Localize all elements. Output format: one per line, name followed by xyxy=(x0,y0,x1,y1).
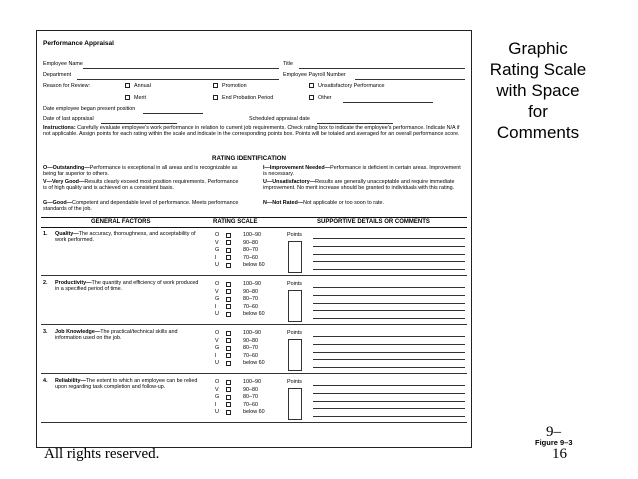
form-title: Performance Appraisal xyxy=(43,40,114,47)
comment-line[interactable] xyxy=(313,287,465,288)
reason-unsatisfactory[interactable]: Unsatisfactory Performance xyxy=(309,83,385,89)
comment-line[interactable] xyxy=(313,295,465,296)
rating-checkbox[interactable] xyxy=(226,255,231,260)
comment-line[interactable] xyxy=(313,352,465,353)
reason-annual[interactable]: Annual xyxy=(125,83,151,89)
title-label: Title xyxy=(283,61,293,67)
rating-checkbox[interactable] xyxy=(226,240,231,245)
rights-text: All rights reserved. xyxy=(44,446,160,462)
slide-title: Graphic Rating Scale with Space for Comments xyxy=(489,39,587,142)
comment-line[interactable] xyxy=(313,385,465,386)
comment-line[interactable] xyxy=(313,261,465,262)
checkbox[interactable] xyxy=(309,95,314,100)
comment-line[interactable] xyxy=(313,254,465,255)
rating-checkbox[interactable] xyxy=(226,402,231,407)
def-improvement: I—Improvement Needed—Performance is deficient in certain areas. Improvement is necessary. xyxy=(263,165,461,178)
reason-other[interactable]: Other xyxy=(309,95,331,101)
date-began-field[interactable] xyxy=(143,113,203,114)
comment-line[interactable] xyxy=(313,238,465,239)
factor-number: 1. xyxy=(43,231,48,237)
rating-checkbox[interactable] xyxy=(226,282,231,287)
date-last-label: Date of last appraisal xyxy=(43,116,94,122)
rating-checkbox[interactable] xyxy=(226,331,231,336)
figure-caption: Figure 9–3 xyxy=(535,438,573,447)
rating-checkbox[interactable] xyxy=(226,233,231,238)
def-outstanding: O—Outstanding—Performance is exceptional in all areas and is recognizable as being far superior to others. xyxy=(43,165,238,178)
comment-line[interactable] xyxy=(313,367,465,368)
rating-checkbox[interactable] xyxy=(226,353,231,358)
divider xyxy=(41,275,467,276)
factor-description: Job Knowledge—The practical/technical skills and information used on the job. xyxy=(55,329,178,342)
points-box[interactable] xyxy=(288,388,302,420)
divider xyxy=(41,227,467,228)
comment-line[interactable] xyxy=(313,393,465,394)
comment-line[interactable] xyxy=(313,310,465,311)
points-label: Points xyxy=(287,281,302,287)
reason-end-probation[interactable]: End Probation Period xyxy=(213,95,273,101)
rating-checkbox[interactable] xyxy=(226,304,231,309)
reason-merit[interactable]: Merit xyxy=(125,95,146,101)
points-box[interactable] xyxy=(288,339,302,371)
def-good: G—Good—Competent and dependable level of performance. Meets performance standards of the job. xyxy=(43,200,239,213)
employee-name-label: Employee Name xyxy=(43,61,83,67)
col-supportive-details: SUPPORTIVE DETAILS OR COMMENTS xyxy=(317,219,430,225)
rating-checkbox[interactable] xyxy=(226,312,231,317)
comment-line[interactable] xyxy=(313,269,465,270)
def-not-rated: N—Not Rated—Not applicable or too soon to rate. xyxy=(263,200,385,206)
factor-description: Productivity—The quantity and efficiency of work produced in a specified period of time. xyxy=(55,280,199,293)
reason-promotion[interactable]: Promotion xyxy=(213,83,247,89)
checkbox[interactable] xyxy=(213,83,218,88)
points-label: Points xyxy=(287,232,302,238)
factor-description: Quality—The accuracy, thoroughness, and acceptability of work performed. xyxy=(55,231,196,244)
checkbox[interactable] xyxy=(213,95,218,100)
factor-number: 4. xyxy=(43,378,48,384)
rating-checkbox[interactable] xyxy=(226,297,231,302)
comment-line[interactable] xyxy=(313,344,465,345)
factor-description: Reliability—The extent to which an employee can be relied upon regarding task completion and follow-up. xyxy=(55,378,198,391)
points-label: Points xyxy=(287,330,302,336)
rating-checkbox[interactable] xyxy=(226,346,231,351)
page-number: 16 xyxy=(552,446,567,462)
rating-checkbox[interactable] xyxy=(226,387,231,392)
payroll-label: Employee Payroll Number xyxy=(283,72,346,78)
title-field[interactable] xyxy=(299,68,465,69)
rating-checkbox[interactable] xyxy=(226,263,231,268)
points-box[interactable] xyxy=(288,290,302,322)
instructions: Instructions: Carefully evaluate employee's work performance in relation to current job requirements. Check rating box to indicate the employee's performance. Indicate N/A if not applicable. Assign points for each rating within the scale and indicate in the corresponding points box. Points will be totaled and averaged for an overall performance score. xyxy=(43,125,460,138)
date-last-field[interactable] xyxy=(101,123,177,124)
checkbox[interactable] xyxy=(125,83,130,88)
scheduled-field[interactable] xyxy=(317,123,393,124)
checkbox[interactable] xyxy=(309,83,314,88)
divider xyxy=(41,217,467,218)
comment-line[interactable] xyxy=(313,303,465,304)
points-label: Points xyxy=(287,379,302,385)
date-began-label: Date employee began present position xyxy=(43,106,136,112)
rating-checkbox[interactable] xyxy=(226,395,231,400)
comment-line[interactable] xyxy=(313,318,465,319)
department-label: Department xyxy=(43,72,72,78)
comment-line[interactable] xyxy=(313,408,465,409)
performance-appraisal-form: Performance Appraisal Employee Name Title Department Employee Payroll Number Reason for Review: Annual Promotion Unsatisfactory Performance Merit End Probation Period Other Date employee began present position Date of last appraisal Scheduled appraisal date Instructions: Carefully evaluate employee's work performance in relation to current job requirements. Check rating box to indicate the employee's performance. Indicate N/A if not applicable. Assign points for each rating within the scale and indicate in the corresponding points box. Points will be totaled and averaged for an overall performance score. RATING IDENTIFICATION O—Outstanding—Performance is exceptional in all areas and is recognizable as being far superior to others. V—Very Good—Results clearly exceed most position requirements. Performance is of high quality and is achieved on a consistent basis. G—Good—Competent and dependable level of performance. Meets performance standards of the job. I—Improvement Needed—Performance is deficient in certain areas. Improvement is necessary. U—Unsatisfactory—Results are generally unacceptable and require immediate improvement. No merit increase should be granted to individuals with this rating. N—Not Rated—Not applicable or too soon to rate. GENERAL FACTORS RATING SCALE SUPPORTIVE DETAILS OR COMMENTS 1. Quality—The accuracy, thoroughness, and acceptability of work performed. O 100–90 V 90–80 G 80–70 I 70–60 U below 60 Points 2. Productivity—The quantity and efficiency of work produced in a specified period of time. O 100–90 V 90–80 G 80–70 I 70–60 U below 60 Points 3. Job Knowledge—The practical/technical skills and information used on the job. O 100–90 V 90–80 G 80–70 I 70–60 U below 60 Points 4. Reliability—The extent to which an employee can be relied upon regarding task completion and follow-up. O 100–90 V 90–80 G 80–70 I 70–60 U below 60 Points xyxy=(36,30,472,448)
figure-number: 9– xyxy=(546,424,561,440)
checkbox[interactable] xyxy=(125,95,130,100)
factor-number: 2. xyxy=(43,280,48,286)
rating-checkbox[interactable] xyxy=(226,410,231,415)
rating-checkbox[interactable] xyxy=(226,248,231,253)
comment-line[interactable] xyxy=(313,246,465,247)
employee-name-field[interactable] xyxy=(83,68,279,69)
col-general-factors: GENERAL FACTORS xyxy=(91,219,151,225)
rating-identification-heading: RATING IDENTIFICATION xyxy=(212,155,287,162)
rating-checkbox[interactable] xyxy=(226,361,231,366)
department-field[interactable] xyxy=(77,79,279,80)
divider xyxy=(41,422,467,423)
comment-line[interactable] xyxy=(313,401,465,402)
rating-checkbox[interactable] xyxy=(226,338,231,343)
scheduled-label: Scheduled appraisal date xyxy=(249,116,310,122)
col-rating-scale: RATING SCALE xyxy=(213,219,258,225)
comment-line[interactable] xyxy=(313,359,465,360)
points-box[interactable] xyxy=(288,241,302,273)
other-field[interactable] xyxy=(343,102,433,103)
def-unsatisfactory: U—Unsatisfactory—Results are generally unacceptable and require immediate improvement. No merit increase should be granted to individuals with this rating. xyxy=(263,179,455,192)
rating-checkbox[interactable] xyxy=(226,380,231,385)
comment-line[interactable] xyxy=(313,336,465,337)
divider xyxy=(41,324,467,325)
factor-number: 3. xyxy=(43,329,48,335)
def-very-good: V—Very Good—Results clearly exceed most position requirements. Performance is of high quality and is achieved on a consistent basis. xyxy=(43,179,239,192)
comment-line[interactable] xyxy=(313,416,465,417)
rating-checkbox[interactable] xyxy=(226,289,231,294)
divider xyxy=(41,373,467,374)
reason-label: Reason for Review: xyxy=(43,83,91,89)
payroll-field[interactable] xyxy=(355,79,465,80)
